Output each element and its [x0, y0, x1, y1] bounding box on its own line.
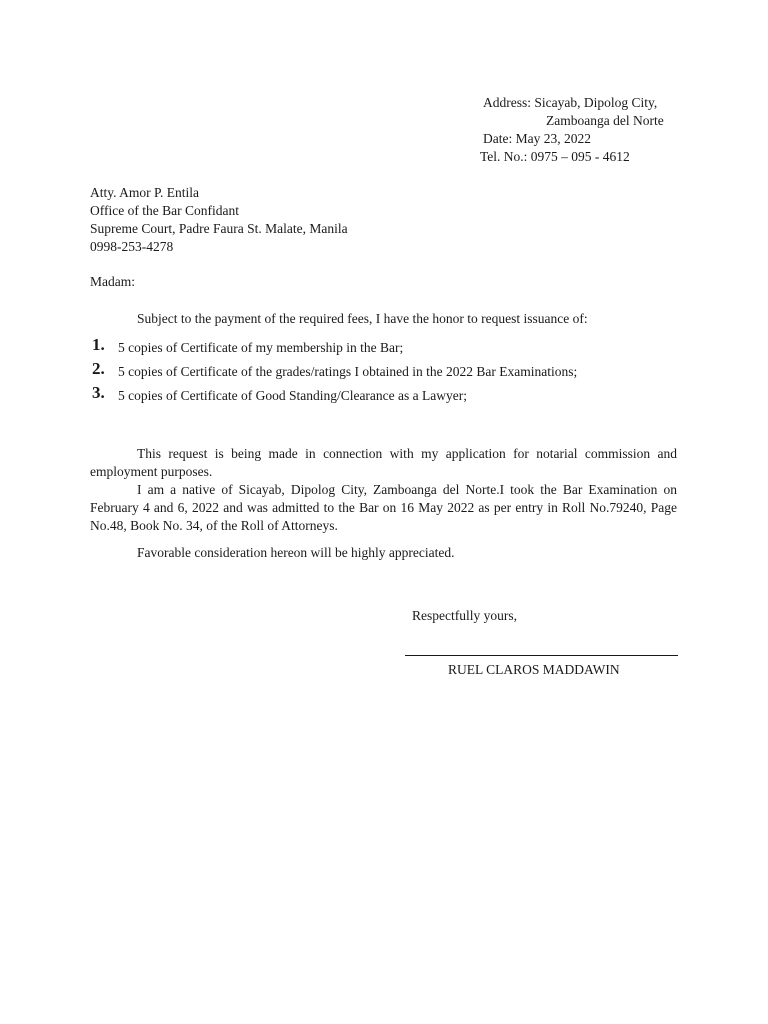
complimentary-close: Respectfully yours, — [412, 608, 517, 623]
sender-telephone: Tel. No.: 0975 – 095 - 4612 — [480, 149, 630, 164]
purpose-paragraph: This request is being made in connection with my application for notarial commission and employment purposes. — [90, 446, 677, 479]
signatory-name: RUEL CLAROS MADDAWIN — [448, 662, 620, 677]
signature-line — [405, 655, 678, 656]
intro-paragraph: Subject to the payment of the required fees, I have the honor to request issuance of: — [137, 311, 588, 326]
recipient-phone: 0998-253-4278 — [90, 239, 174, 254]
recipient-address: Supreme Court, Padre Faura St. Malate, Manila — [90, 221, 348, 236]
salutation: Madam: — [90, 274, 135, 289]
list-number: 3. — [92, 383, 105, 402]
recipient-name: Atty. Amor P. Entila — [90, 185, 200, 200]
sender-address-line2: Zamboanga del Norte — [546, 113, 664, 128]
closing-remark: Favorable consideration hereon will be highly appreciated. — [137, 545, 455, 560]
list-item-text: 5 copies of Certificate of my membership in the Bar; — [118, 340, 404, 355]
native-paragraph: I am a native of Sicayab, Dipolog City, Zamboanga del Norte.I took the Bar Examination on February 4 and 6, 2022 and was admitted to the Bar on 16 May 2022 as per entry in Roll No.79240, Page No.48, Book No. 34, of the Roll of Attorneys. — [90, 482, 677, 533]
sender-address-line1: Address: Sicayab, Dipolog City, — [483, 95, 658, 110]
letter-date: Date: May 23, 2022 — [483, 131, 591, 146]
list-number: 1. — [92, 335, 105, 354]
list-number: 2. — [92, 359, 105, 378]
list-item-text: 5 copies of Certificate of the grades/ratings I obtained in the 2022 Bar Examinations; — [118, 364, 578, 379]
recipient-office: Office of the Bar Confidant — [90, 203, 239, 218]
list-item-text: 5 copies of Certificate of Good Standing/Clearance as a Lawyer; — [118, 388, 467, 403]
